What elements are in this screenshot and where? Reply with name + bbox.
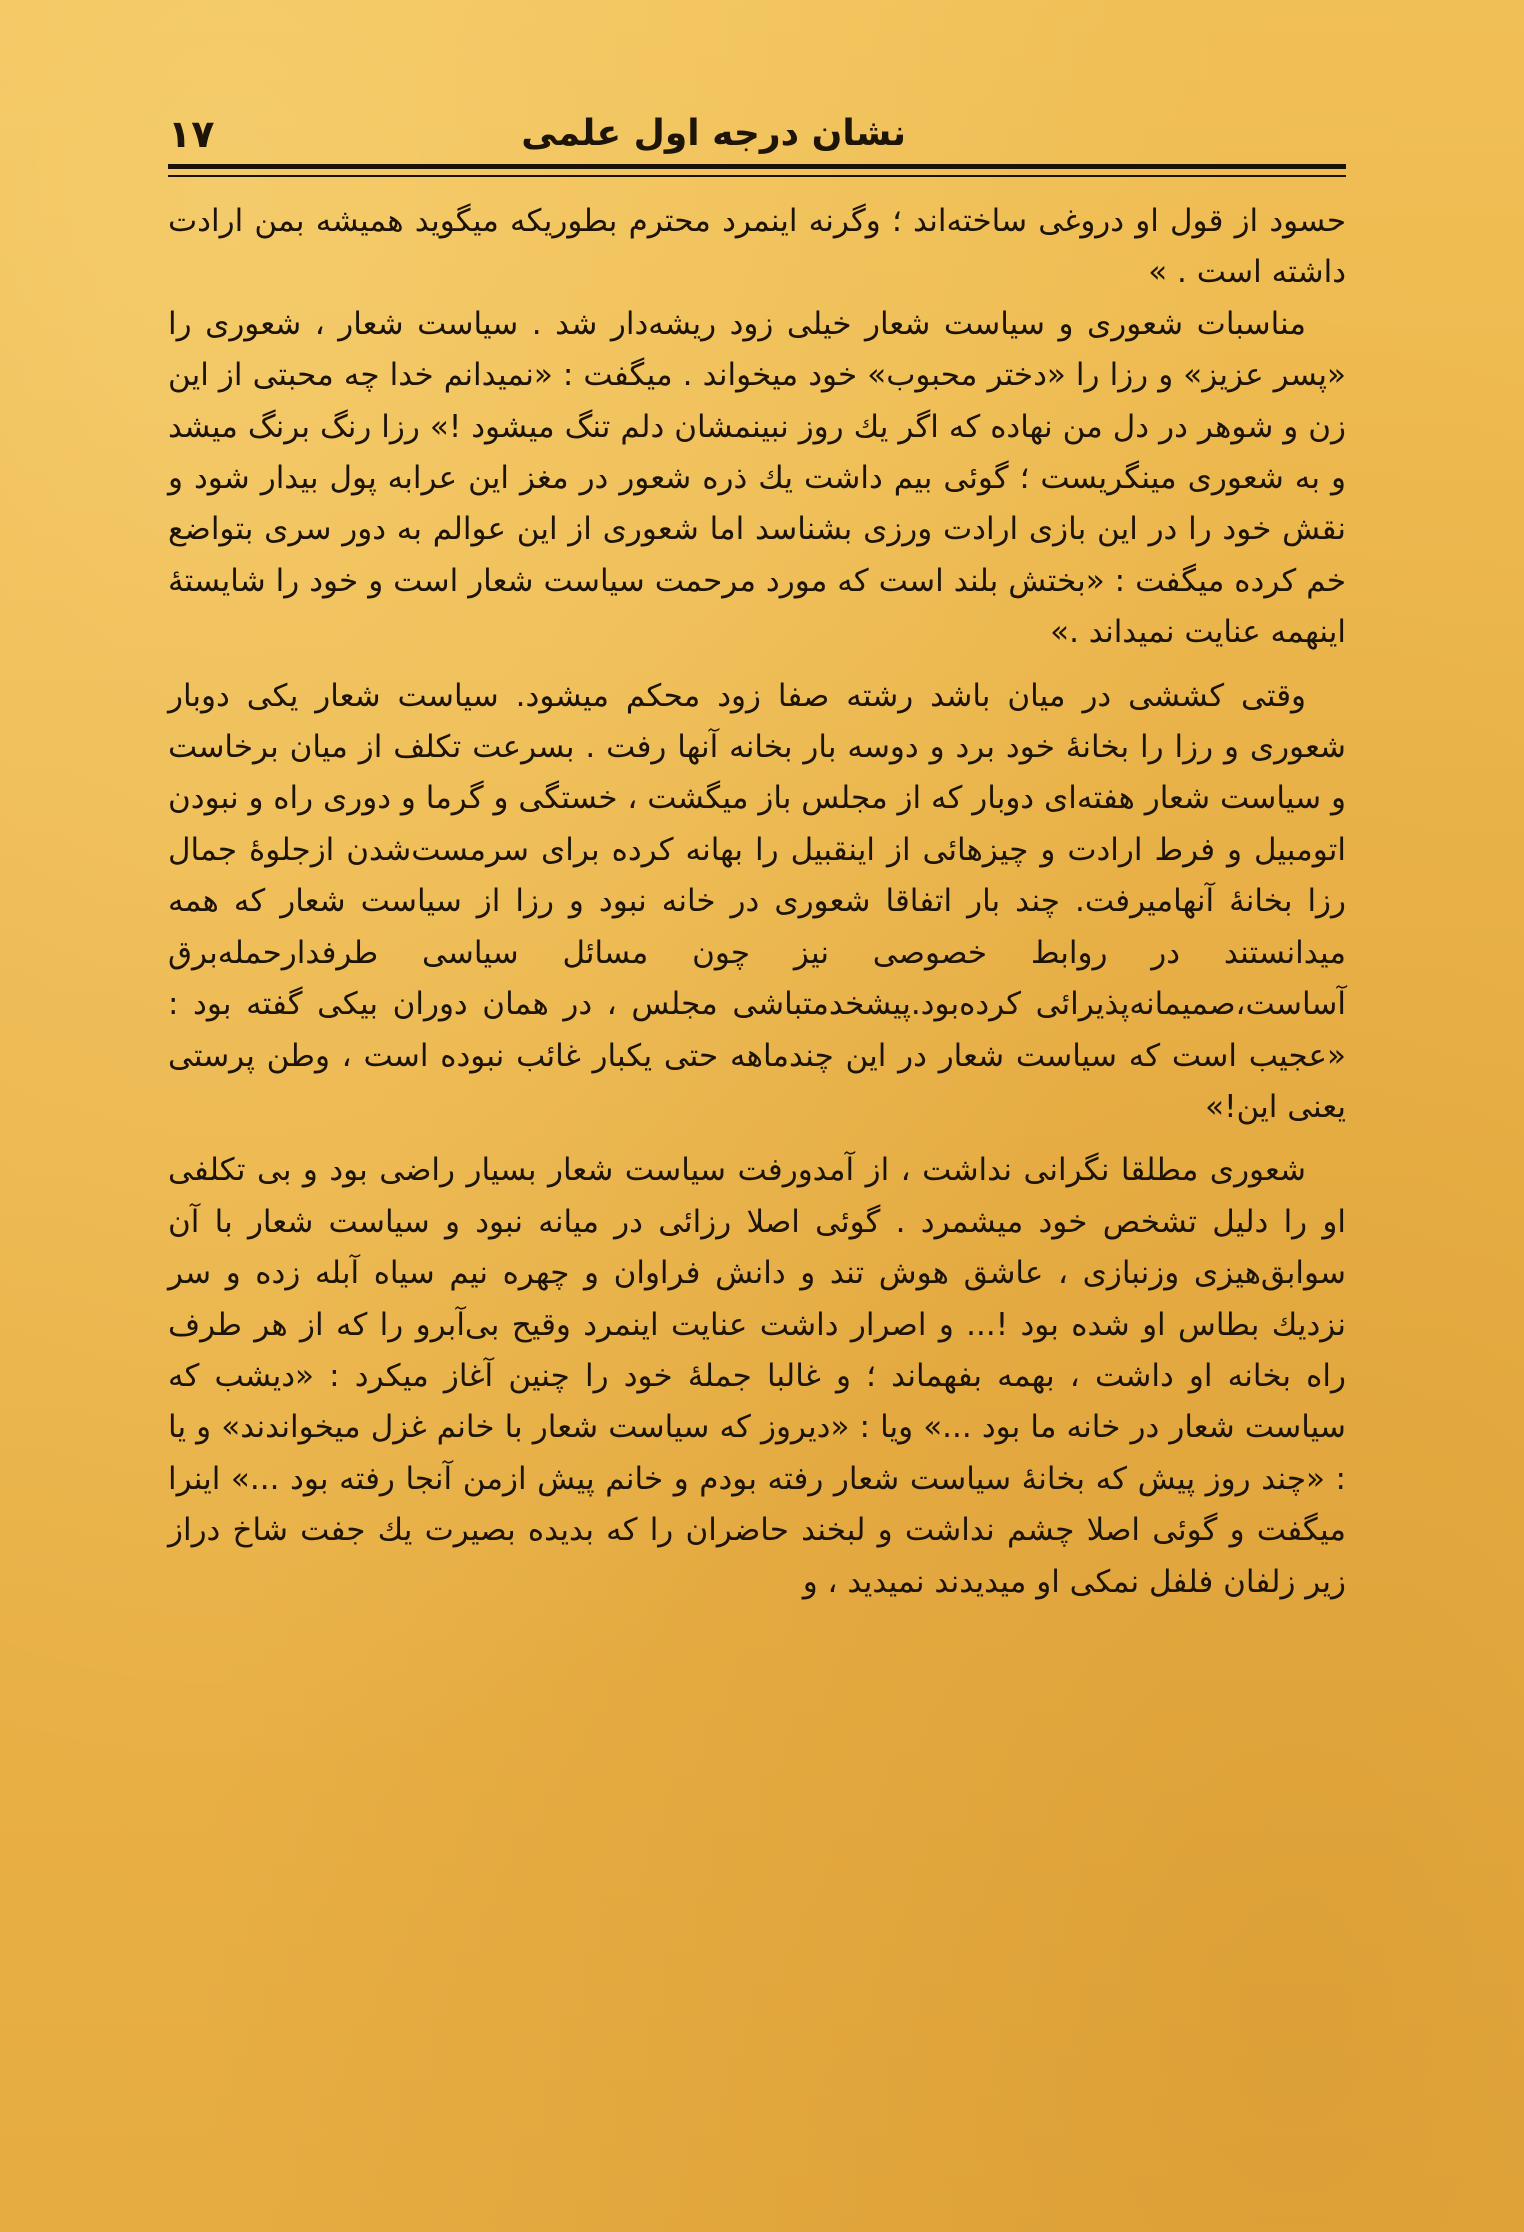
header-rule-thin: [168, 175, 1346, 177]
header-rule-thick: [168, 164, 1346, 169]
paragraph-4: شعوری مطلقا نگرانی نداشت ، از آمدورفت سیاست شعار بسیار راضی بود و بی تکلفی او را دلیل تشخص خود میشمرد . گوئی اصلا رزائی در میانه نبود و سیاست شعار با آن سوابق‌هیزی وزنبازی ، عاشق هوش تند و دانش فراوان و چهره نیم سیاه آبله زده و سر نزدیك بطاس او شده بود !... و اصرار داشت عنایت اینمرد وقیح بی‌آبرو را که از هر طرف راه بخانه او داشت ، بهمه بفهماند ؛ و غالبا جملهٔ خود را چنین آغاز میکرد : «دیشب که سیاست شعار در خانه ما بود ...» ویا : «دیروز که سیاست شعار با خانم غزل میخواندند» و یا : «چند روز پیش که بخانهٔ سیاست شعار رفته بودم و خانم پیش ازمن آنجا رفته بود ...» اینرا میگفت و گوئی اصلا چشم نداشت و لبخند حاضران را که بدیده بصیرت یك جفت شاخ دراز زیر زلفان فلفل نمکی او میدیدند نمیدید ، و: [168, 1152, 1346, 1600]
paragraph-3: وقتی کششی در میان باشد رشته صفا زود محکم میشود. سیاست شعار یکی دوبار شعوری و رزا را بخانهٔ خود برد و دوسه بار بخانه آنها رفت . بسرعت تکلف از میان برخاست و سیاست شعار هفته‌ای دوبار که از مجلس باز میگشت ، خستگی و گرما و دوری راه و نبودن اتومبیل و فرط ارادت و چیزهائی از اینقبیل را بهانه کرده برای سرمست‌شدن ازجلوهٔ جمال رزا بخانهٔ آنهامیرفت. چند بار اتفاقا شعوری در خانه نبود و رزا از سیاست شعار که همه میدانستند در روابط خصوصی نیز چون مسائل سیاسی طرفدارحمله‌برق آساست،صمیمانه‌پذیرائی کرده‌بود.پیشخدمتباشی مجلس ، در همان دوران بیکی گفته بود : «عجیب است که سیاست شعار در این چندماهه حتی یکبار غائب نبوده است ، وطن پرستی یعنی این!»: [168, 677, 1346, 1125]
paragraph-2: مناسبات شعوری و سیاست شعار خیلی زود ریشه‌دار شد . سیاست شعار ، شعوری را «پسر عزیز» و رزا را «دختر محبوب» خود میخواند . میگفت : «نمیدانم خدا چه محبتی از این زن و شوهر در دل من نهاده که اگر یك روز نبینمشان دلم تنگ میشود !» رزا رنگ برنگ میشد و به شعوری مینگریست ؛ گوئی بیم داشت یك ذره شعور در مغز این عرابه پول بیدار شود و نقش خود را در این بازی ارادت ورزی بشناسد اما شعوری از این عوالم به دور سری بتواضع خم کرده میگفت : «بختش بلند است که مورد مرحمت سیاست شعار است و خود را شایستهٔ اینهمه عنایت نمیداند .»: [168, 305, 1346, 651]
body-text: [168, 196, 1346, 1608]
paragraph-1: حسود از قول او دروغی ساخته‌اند ؛ وگرنه اینمرد محترم بطوریکه میگوید همیشه بمن ارادت داشته است . »: [168, 203, 1346, 291]
running-title: نشان درجه اول علمی: [521, 113, 906, 154]
page-number: ۱۷: [168, 112, 215, 156]
page-header: [168, 104, 1346, 164]
